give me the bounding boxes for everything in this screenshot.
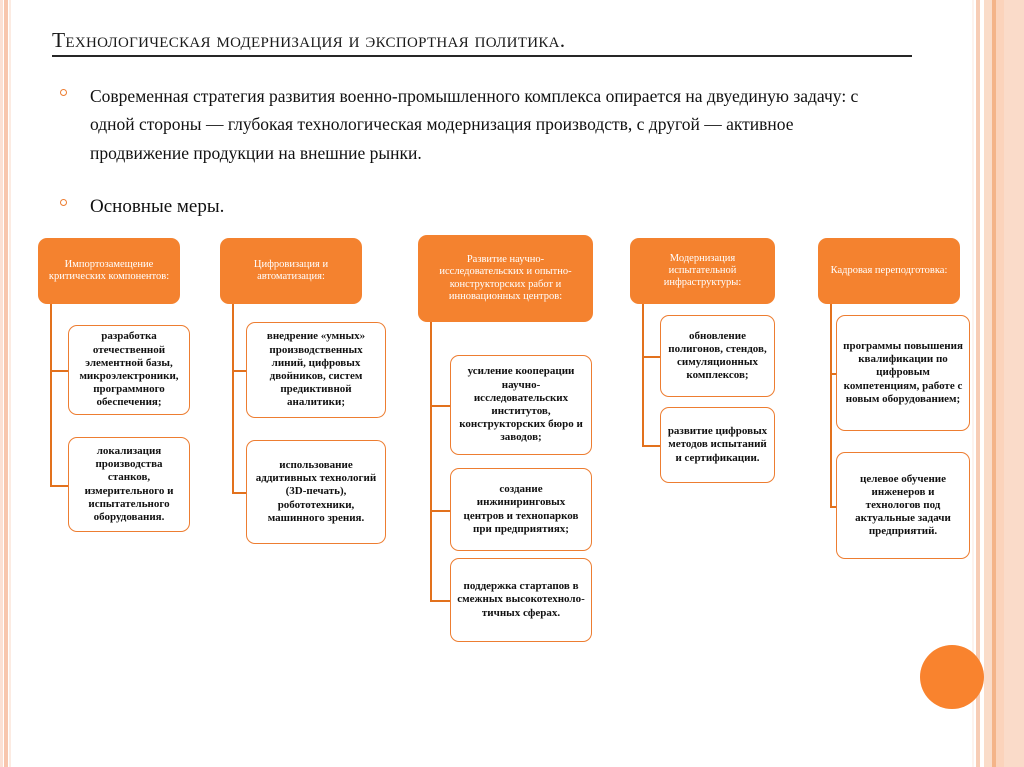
connector-branch (232, 492, 246, 494)
diagram-head-label: Цифровизация и автоматизация: (253, 258, 329, 282)
connector-branch (50, 485, 68, 487)
diagram-child-node-1-1 (68, 325, 190, 415)
diagram-child-node-2-2 (246, 440, 386, 544)
diagram-child-label: развитие цифровых методов испытаний и сертификации. (667, 425, 768, 464)
diagram-child-node-4-1 (660, 315, 775, 397)
diagram-child-node-5-2 (836, 452, 970, 559)
diagram-head-label: Импортозамещение критических компонентов: (48, 258, 170, 282)
connector-trunk (50, 304, 52, 485)
bullet-text: Основные меры. (90, 196, 225, 217)
diagram-head-node-4 (630, 238, 775, 304)
diagram-head-label: Развитие научно-исследовательских и опытно-конструкторских работ и инновационных центров: (439, 253, 572, 302)
diagram-head-node-3 (418, 235, 593, 322)
connector-branch (232, 370, 246, 372)
connector-trunk (232, 304, 234, 492)
diagram-child-label: усиление кооперации научно-исследовательских институтов, конструкторских бюро и заводов; (459, 365, 583, 444)
diagram-child-node-1-2 (68, 437, 190, 532)
diagram-child-label: использование аддитивных технологий (3D-печать), робототехники, машинного зрения. (255, 459, 377, 524)
diagram-child-node-4-2 (660, 407, 775, 483)
connector-trunk (830, 304, 832, 506)
diagram-head-label: Модернизация испытательной инфраструктуры: (663, 252, 742, 289)
diagram-head-label: Кадровая переподготовка: (830, 264, 948, 276)
diagram-child-label: целевое обучение инженеров и технологов под актуальные задачи предприятий. (855, 472, 951, 538)
connector-branch (642, 356, 660, 358)
diagram-child-node-3-2 (450, 468, 592, 551)
decorative-circle (920, 645, 984, 709)
connector-branch (642, 445, 660, 447)
diagram-child-label: локализация производства станков, измерительного и испытательного оборудования. (84, 444, 174, 523)
diagram-child-label: создание инжиниринговых центров и технопарков при предприятиях; (463, 483, 579, 535)
bullet-text: Современная стратегия развития военно-промышленного комплекса опирается на двуединую задачу: с одной стороны — глубокая технологическая модернизация производств, с другой — активное продвижение продукции на внешние рынки. (90, 86, 859, 163)
connector-branch (830, 506, 836, 508)
diagram-child-node-3-1 (450, 355, 592, 455)
connector-trunk (430, 322, 432, 600)
page-title: Технологическая модернизация и экспортная политика. (52, 28, 912, 57)
diagram-child-node-2-1 (246, 322, 386, 418)
diagram-child-label: программы повышения квалификации по цифровым компетенциям, работе с новым оборудованием; (843, 340, 963, 405)
connector-branch (50, 370, 68, 372)
diagram-child-label: внедрение «умных» производственных линий, цифровых двойников, систем предиктивной аналитики; (266, 330, 366, 409)
connector-trunk (642, 304, 644, 445)
diagram-child-label: поддержка стартапов в смежных высокотехноло-тичных сферах. (457, 580, 585, 619)
connector-branch (830, 373, 836, 375)
diagram-head-node-5 (818, 238, 960, 304)
connector-branch (430, 510, 450, 512)
connector-branch (430, 405, 450, 407)
connector-branch (430, 600, 450, 602)
diagram-child-label: разработка отечественной элементной базы, микроэлектроники, программного обеспечения; (79, 330, 179, 409)
diagram-head-node-1 (38, 238, 180, 304)
diagram-child-node-3-3 (450, 558, 592, 642)
diagram-child-node-5-1 (836, 315, 970, 431)
diagram-head-node-2 (220, 238, 362, 304)
diagram-child-label: обновление полигонов, стендов, симуляционных комплексов; (668, 329, 767, 382)
